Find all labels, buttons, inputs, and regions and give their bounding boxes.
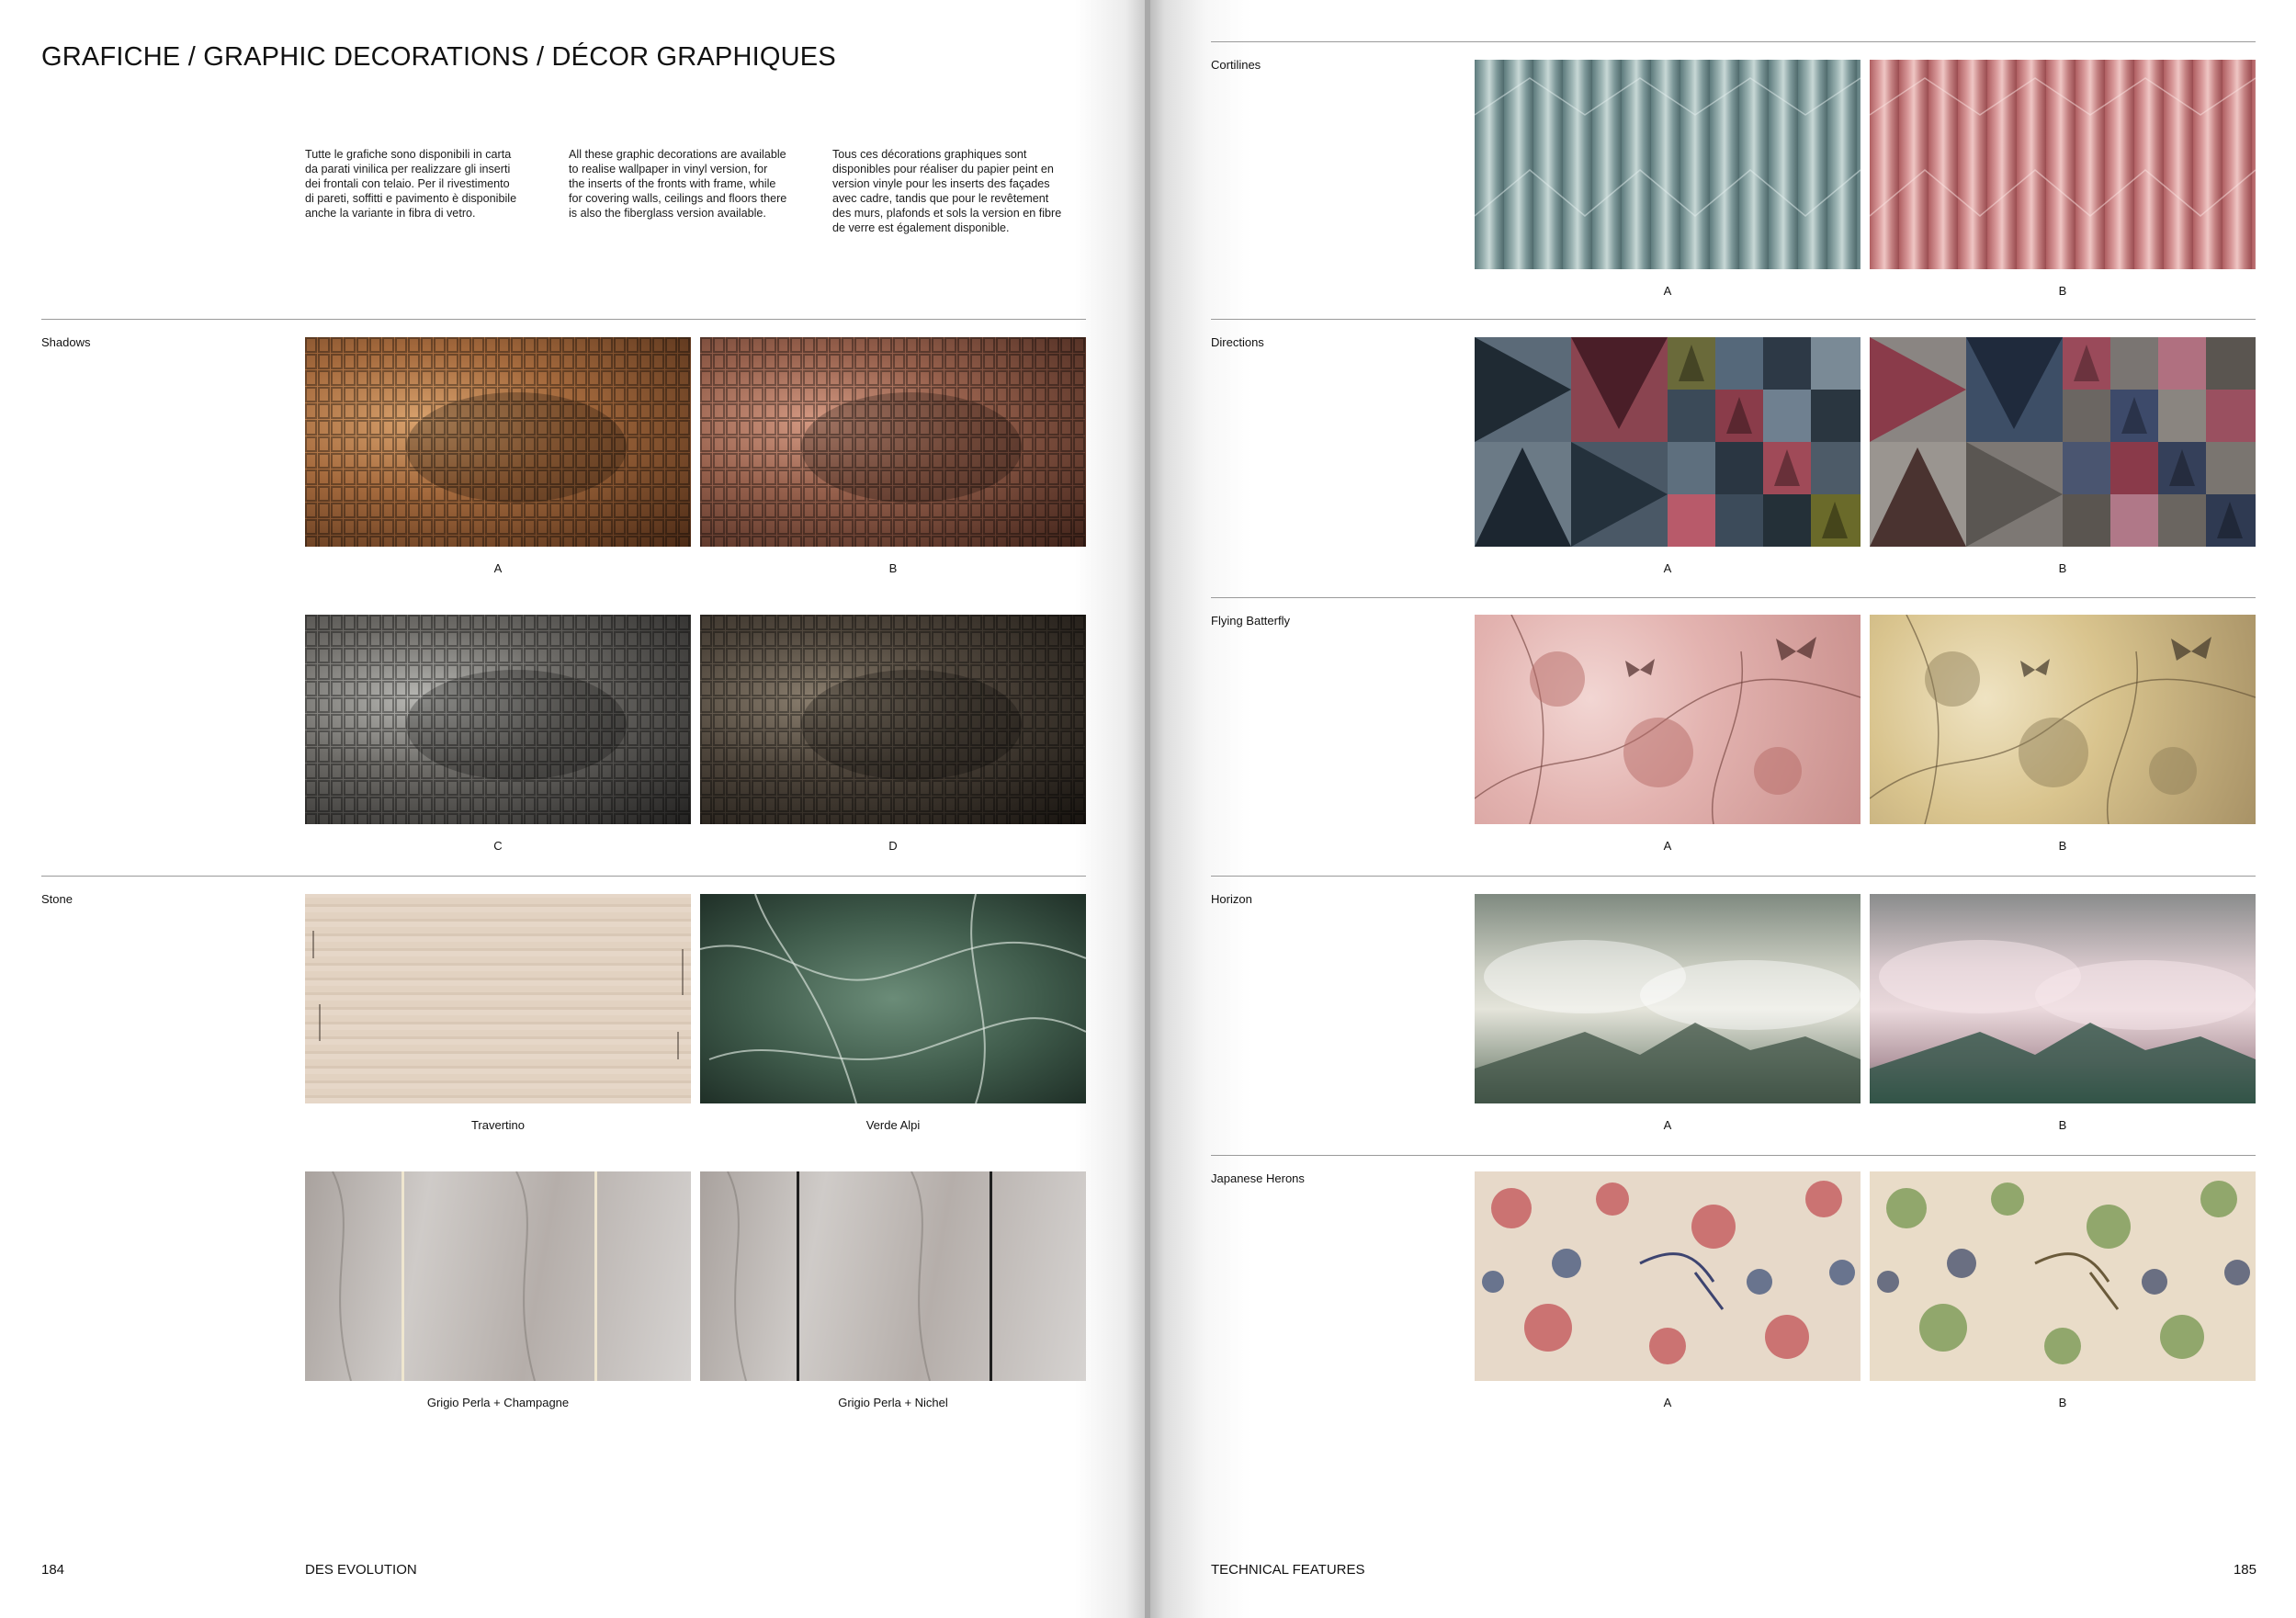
section-label-cortilines: Cortilines bbox=[1211, 58, 1261, 72]
caption-cortilines-a: A bbox=[1663, 284, 1672, 298]
caption-flying-batterfly-b: B bbox=[2058, 839, 2067, 853]
swatch-japanese-herons-b bbox=[1870, 1171, 2256, 1381]
caption-shadows-d: D bbox=[888, 839, 898, 853]
caption-japanese-herons-a: A bbox=[1663, 1396, 1672, 1409]
caption-directions-a: A bbox=[1663, 561, 1672, 575]
swatch-stone-grigio-perla-nichel bbox=[700, 1171, 1086, 1381]
running-title-left: DES EVOLUTION bbox=[305, 1562, 417, 1578]
caption-horizon-a: A bbox=[1663, 1118, 1672, 1132]
intro-text-english: All these graphic decorations are available to realise wallpaper in vinyl version, for the inserts of the fronts with frame, while for covering walls, ceilings and floors there is also the fiberglass version available. bbox=[569, 148, 787, 220]
caption-flying-batterfly-a: A bbox=[1663, 839, 1672, 853]
swatch-horizon-a bbox=[1475, 894, 1861, 1103]
caption-stone-grigio-perla-nichel: Grigio Perla + Nichel bbox=[838, 1396, 948, 1409]
swatch-directions-a bbox=[1475, 337, 1861, 547]
swatch-stone-travertino bbox=[305, 894, 691, 1103]
section-label-directions: Directions bbox=[1211, 335, 1264, 349]
caption-stone-grigio-perla-champagne: Grigio Perla + Champagne bbox=[426, 1396, 570, 1409]
caption-horizon-b: B bbox=[2058, 1118, 2067, 1132]
section-divider bbox=[1211, 597, 2256, 598]
caption-shadows-b: B bbox=[888, 561, 898, 575]
swatch-shadows-c bbox=[305, 615, 691, 824]
section-divider bbox=[1211, 1155, 2256, 1156]
caption-stone-verde-alpi: Verde Alpi bbox=[865, 1118, 921, 1132]
intro-text-french: Tous ces décorations graphiques sont disponibles pour réaliser du papier peint en version vinyle pour les inserts des façades avec cadre, tandis que pour le revêtement des murs, plafonds et sols la version en fibre de verre est également disponible. bbox=[832, 148, 1062, 234]
caption-stone-travertino: Travertino bbox=[470, 1118, 526, 1132]
caption-directions-b: B bbox=[2058, 561, 2067, 575]
section-label-horizon: Horizon bbox=[1211, 892, 1252, 906]
swatch-stone-grigio-perla-champagne bbox=[305, 1171, 691, 1381]
page-title: GRAFICHE / GRAPHIC DECORATIONS / DÉCOR GRAPHIQUES bbox=[41, 42, 836, 72]
caption-japanese-herons-b: B bbox=[2058, 1396, 2067, 1409]
section-label-japanese-herons: Japanese Herons bbox=[1211, 1171, 1305, 1185]
section-divider bbox=[1211, 876, 2256, 877]
section-divider bbox=[41, 876, 1086, 877]
section-label-shadows: Shadows bbox=[41, 335, 91, 349]
swatch-flying-batterfly-a bbox=[1475, 615, 1861, 824]
section-divider bbox=[41, 319, 1086, 320]
page-number-right: 185 bbox=[2233, 1562, 2256, 1578]
page-number-left: 184 bbox=[41, 1562, 65, 1578]
swatch-japanese-herons-a bbox=[1475, 1171, 1861, 1381]
caption-shadows-c: C bbox=[493, 839, 503, 853]
swatch-shadows-a bbox=[305, 337, 691, 547]
swatch-cortilines-a bbox=[1475, 60, 1861, 269]
intro-text-italian: Tutte le grafiche sono disponibili in carta da parati vinilica per realizzare gli inserti dei frontali con telaio. Per il rivestimento di pareti, soffitti e pavimento è disponibile anche la variante in fibra di vetro. bbox=[305, 148, 517, 220]
caption-shadows-a: A bbox=[493, 561, 503, 575]
swatch-flying-batterfly-b bbox=[1870, 615, 2256, 824]
swatch-shadows-d bbox=[700, 615, 1086, 824]
running-title-right: TECHNICAL FEATURES bbox=[1211, 1562, 1365, 1578]
book-spine bbox=[1145, 0, 1150, 1618]
swatch-cortilines-b bbox=[1870, 60, 2256, 269]
swatch-stone-verde-alpi bbox=[700, 894, 1086, 1103]
section-divider bbox=[1211, 319, 2256, 320]
section-divider bbox=[1211, 41, 2256, 42]
swatch-horizon-b bbox=[1870, 894, 2256, 1103]
caption-cortilines-b: B bbox=[2058, 284, 2067, 298]
swatch-directions-b bbox=[1870, 337, 2256, 547]
section-label-stone: Stone bbox=[41, 892, 73, 906]
swatch-shadows-b bbox=[700, 337, 1086, 547]
section-label-flying-batterfly: Flying Batterfly bbox=[1211, 614, 1290, 628]
